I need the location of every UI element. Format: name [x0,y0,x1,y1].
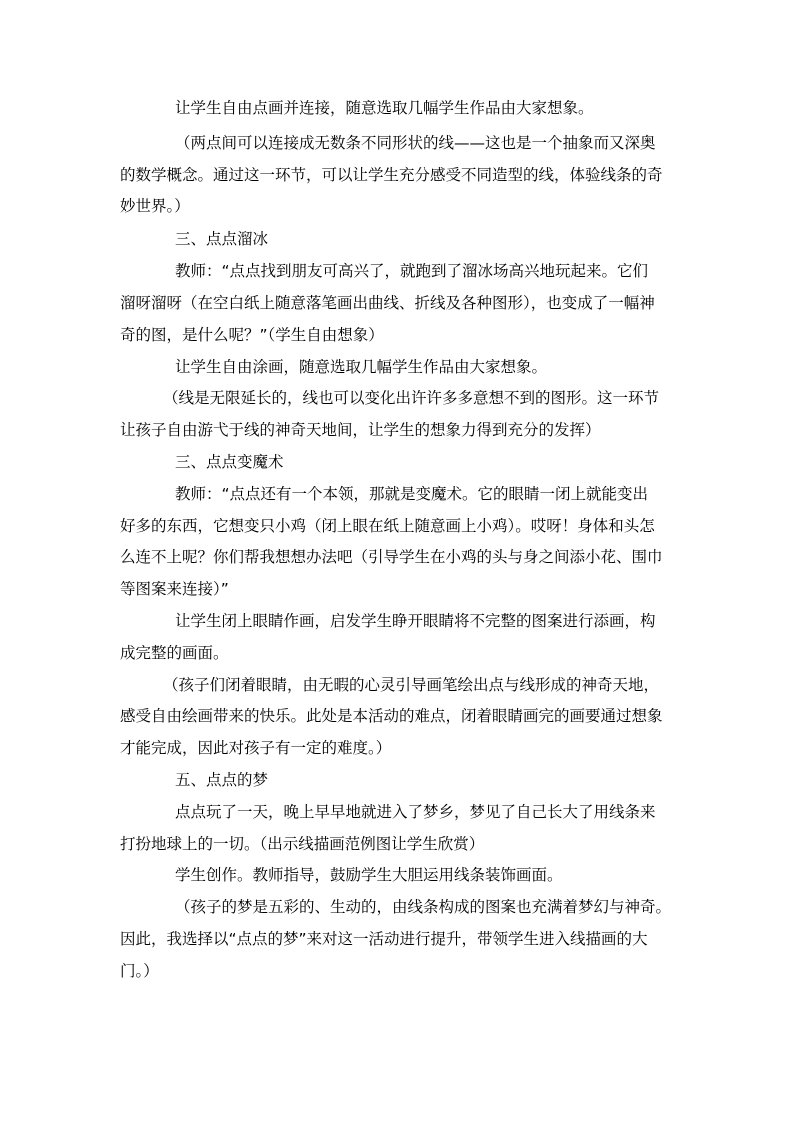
paragraph-line: 感受自由绘画带来的快乐。此处是本活动的难点，闭着眼睛画完的画要通过想象 [120,707,663,725]
paragraph-line: （孩子的梦是五彩的、生动的，由线条构成的图案也充满着梦幻与神奇。 [175,898,672,916]
paragraph-line: 好多的东西，它想变只小鸡（闭上眼在纸上随意画上小鸡）。哎呀！身体和头怎 [120,517,655,535]
section-heading: 五、点点的梦 [175,771,269,789]
paragraph-line: 因此，我选择以“点点的梦”来对这一活动进行提升，带领学生进入线描画的大 [120,930,648,948]
paragraph-line: 让学生自由点画并连接，随意选取几幅学生作品由大家想象。 [175,99,594,117]
paragraph-line: 打扮地球上的一切。（出示线描画范例图让学生欣赏） [120,835,485,853]
paragraph-line: 学生创作。教师指导，鼓励学生大胆运用线条装饰画面。 [175,866,563,884]
paragraph-line: 门。） [120,962,159,980]
paragraph-line: 成完整的画面。 [120,644,229,662]
section-heading: 三、点点溜冰 [175,230,269,248]
paragraph-line: 让学生自由涂画，随意选取几幅学生作品由大家想象。 [175,358,548,376]
section-heading: 三、点点变魔术 [175,453,284,471]
paragraph-line: 教师：“点点还有一个本领，那就是变魔术。它的眼睛一闭上就能变出 [175,485,649,503]
paragraph-line: （线是无限延长的，线也可以变化出许许多多意想不到的图形。这一环节 [163,389,660,407]
paragraph-line: 让孩子自由游弋于线的神奇天地间，让学生的想象力得到充分的发挥） [120,421,601,439]
paragraph-line: 溜呀溜呀（在空白纸上随意落笔画出曲线、折线及各种图形），也变成了一幅神 [120,294,655,312]
paragraph-line: 让学生闭上眼睛作画，启发学生睁开眼睛将不完整的图案进行添画，构 [175,612,656,630]
paragraph-line: 教师：“点点找到朋友可高兴了，就跑到了溜冰场高兴地玩起来。它们 [175,262,649,280]
paragraph-line: 才能完成，因此对孩子有一定的难度。） [120,739,392,757]
paragraph-line: 么连不上呢？你们帮我想想办法吧（引导学生在小鸡的头与身之间添小花、围巾 [120,548,663,566]
paragraph-line: （孩子们闭着眼睛，由无暇的心灵引导画笔绘出点与线形成的神奇天地， [163,676,660,694]
paragraph-line: （两点间可以连接成无数条不同形状的线——这也是一个抽象而又深奥 [175,134,656,152]
paragraph-line: 的数学概念。通过这一环节，可以让学生充分感受不同造型的线，体验线条的奇 [120,166,663,184]
paragraph-line: 奇的图，是什么呢？”（学生自由想象） [120,326,384,344]
paragraph-line: 妙世界。） [120,197,190,215]
paragraph-line: 等图案来连接）” [120,580,229,598]
paragraph-line: 点点玩了一天，晚上早早地就进入了梦乡，梦见了自己长大了用线条来 [175,803,656,821]
